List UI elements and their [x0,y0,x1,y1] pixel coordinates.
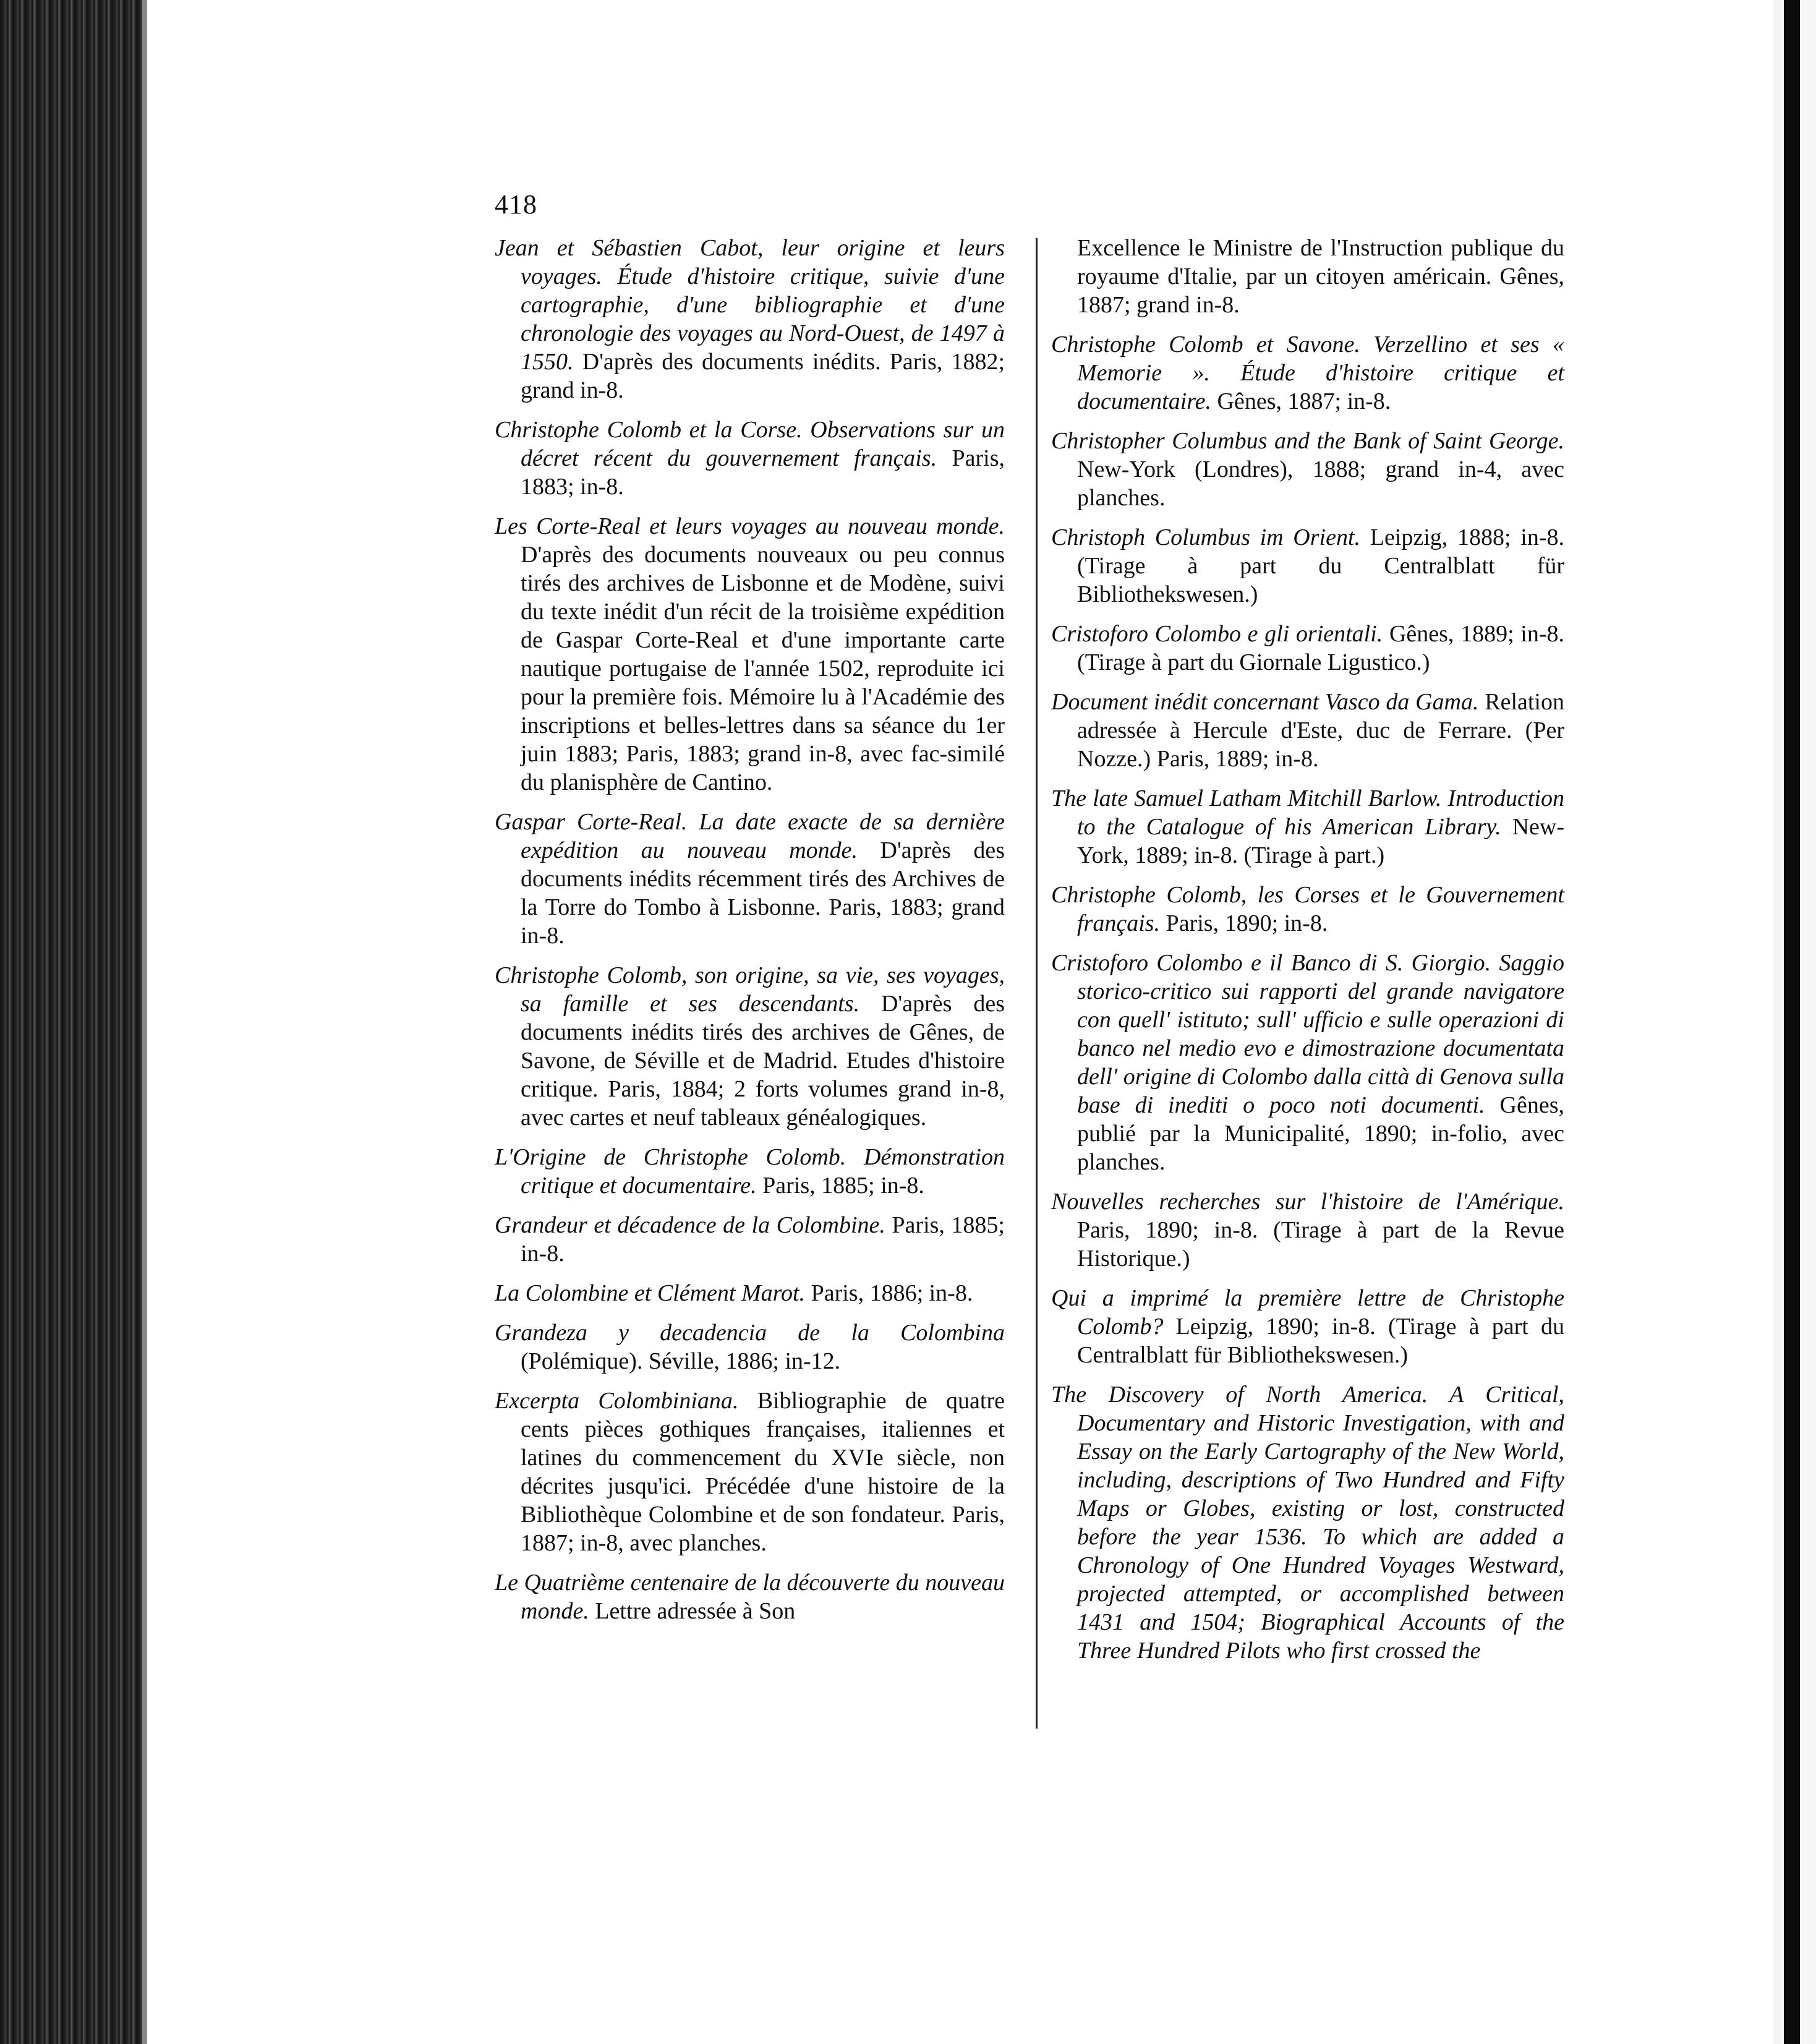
entry-details: Gênes, publié par la Municipalité, 1890; in-folio, avec planches. [1077,1092,1564,1175]
entry-details: D'après des documents nouveaux ou peu connus tirés des archives de Lisbonne et de Modène, suivi du texte inédit d'un récit de la troisième expédition de Gaspar Corte-Real et d'une importante carte nautique portugaise de l'année 1502, reproduite ici pour la première fois. Mémoire lu à l'Académie des inscriptions et belles-lettres dans sa séance du 1er juin 1883; Paris, 1883; grand in-8, avec fac-similé du planisphère de Cantino. [521,542,1005,795]
page-number: 418 [495,189,537,220]
bibliography-entry [495,1387,1005,1557]
entry-title: Christophe Colomb et la Corse. Observations sur un décret récent du gouvernement français. [495,417,1005,471]
entry-title: Jean et Sébastien Cabot, leur origine et leurs voyages. Étude d'histoire critique, suivie d'une cartographie, d'une bibliographie et d'une chronologie des voyages au Nord-Ouest, de 1497 à 1550. [495,235,1005,375]
entry-title: L'Origine de Christophe Colomb. Démonstration critique et documentaire. [495,1144,1005,1199]
entry-details: Paris, 1883; in-8. [521,445,1005,500]
entry-title: Christoph Columbus im Orient. [1051,524,1361,550]
entry-details: Relation adressée à Hercule d'Este, duc de Ferrare. (Per Nozze.) Paris, 1889; in-8. [1077,689,1564,772]
entry-details: Lettre adressée à Son [589,1598,796,1624]
right-column [1051,234,1564,1676]
bibliography-entry [1051,427,1564,512]
entry-title: The late Samuel Latham Mitchill Barlow. Introduction to the Catalogue of his American Library. [1051,785,1564,840]
entry-details: Paris, 1890; in-8. (Tirage à part de la Revue Historique.) [1077,1217,1564,1272]
bibliography-entry [1051,688,1564,773]
bibliography-entry [495,1211,1005,1268]
entry-title: Grandeza y decadencia de la Colombina [495,1320,1005,1346]
entry-details: New-York, 1889; in-8. (Tirage à part.) [1077,814,1564,868]
bibliography-entry [495,234,1005,404]
left-column [495,234,1005,1636]
entry-title: Le Quatrième centenaire de la découverte du nouveau monde. [495,1570,1005,1624]
bibliography-entry [1051,330,1564,416]
column-divider [1036,238,1038,1729]
page-right-edge [1773,0,1816,2044]
entry-title: Cristoforo Colombo e il Banco di S. Giorgio. Saggio storico-critico sui rapporti del grande navigatore con quell' istituto; sull' ufficio e sulle operazioni di banco nel medio evo e dimostrazione documentata dell' origine di Colombo dalla città di Genova sulla base di inediti o poco noti documenti. [1051,950,1564,1118]
bibliography-entry [495,961,1005,1132]
bibliography-entry [1051,881,1564,938]
entry-title: Qui a imprimé la première lettre de Christophe Colomb? [1051,1285,1564,1340]
bibliography-entry [495,416,1005,501]
entry-title: Excerpta Colombiniana. [495,1388,739,1414]
entry-title: La Colombine et Clément Marot. [495,1280,806,1306]
bibliography-entry [1051,949,1564,1176]
entry-details: D'après des documents inédits récemment tirés des Archives de la Torre do Tombo à Lisbonne. Paris, 1883; grand in-8. [521,837,1005,949]
book-spine-edge [0,0,142,2044]
entry-title: Gaspar Corte-Real. La date exacte de sa dernière expédition au nouveau monde. [495,809,1005,863]
entry-details: Paris, 1885; in-8. [521,1212,1005,1267]
right-column-entries [1051,330,1564,1665]
entry-title: Christophe Colomb, son origine, sa vie, ses voyages, sa famille et ses descendants. [495,962,1005,1017]
bibliography-entry [495,512,1005,797]
entry-title: Les Corte-Real et leurs voyages au nouveau monde. [495,513,1005,539]
entry-details: Paris, 1885; in-8. [756,1173,924,1199]
continuation-text: Excellence le Ministre de l'Instruction publique du royaume d'Italie, par un citoyen américain. Gênes, 1887; grand in-8. [1077,235,1564,318]
entry-title: Christophe Colomb, les Corses et le Gouvernement français. [1051,882,1564,936]
entry-title: The Discovery of North America. A Critical, Documentary and Historic Investigation, with and Essay on the Early Cartography of the New World, including, descriptions of Two Hundred and Fifty Maps or Globes, existing or lost, constructed before the year 1536. To which are added a Chronology of One Hundred Voyages Westward, projected attempted, or accomplished between 1431 and 1504; Biographical Accounts of the Three Hundred Pilots who first crossed the [1051,1382,1564,1664]
entry-details: Leipzig, 1888; in-8. (Tirage à part du Centralblatt für Bibliothekswesen.) [1077,524,1564,607]
bibliography-entry [495,808,1005,950]
entry-title: Nouvelles recherches sur l'histoire de l'Amérique. [1051,1189,1564,1215]
bibliography-entry [495,1319,1005,1375]
bibliography-entry [1051,620,1564,677]
bibliography-entry [495,1143,1005,1200]
bibliography-entry [1051,1284,1564,1369]
entry-details: Paris, 1890; in-8. [1160,910,1328,936]
entry-details: Leipzig, 1890; in-8. (Tirage à part du Centralblatt für Bibliothekswesen.) [1077,1314,1564,1368]
bibliography-entry [1051,1187,1564,1273]
entry-title: Cristoforo Colombo e gli orientali. [1051,621,1383,647]
entry-details: D'après des documents inédits tirés des archives de Gênes, de Savone, de Séville et de Madrid. Etudes d'histoire critique. Paris, 1884; 2 forts volumes grand in-8, avec cartes et neuf tableaux généalogiques. [521,991,1005,1131]
entry-details: Gênes, 1887; in-8. [1211,388,1391,414]
entry-title: Grandeur et décadence de la Colombine. [495,1212,885,1238]
entry-details: Paris, 1886; in-8. [805,1280,973,1306]
entry-details: New-York (Londres), 1888; grand in-4, avec planches. [1077,456,1564,511]
bibliography-entry [1051,523,1564,609]
entry-details: Bibliographie de quatre cents pièces gothiques françaises, italiennes et latines du commencement du XVIe siècle, non décrites jusqu'ici. Précédée d'une histoire de la Bibliothèque Colombine et de son fondateur. Paris, 1887; in-8, avec planches. [521,1388,1005,1556]
bibliography-entry [495,1568,1005,1625]
entry-title: Document inédit concernant Vasco da Gama. [1051,689,1479,715]
bibliography-entry [1051,784,1564,870]
bibliography-entry [495,1279,1005,1307]
entry-details: D'après des documents inédits. Paris, 1882; grand in-8. [521,349,1005,403]
entry-details: (Polémique). Séville, 1886; in-12. [521,1348,841,1374]
entry-title: Christophe Colomb et Savone. Verzellino et ses « Memorie ». Étude d'histoire critique et documentaire. [1051,331,1564,414]
entry-title: Christopher Columbus and the Bank of Saint George. [1051,428,1564,454]
entry-details: Gênes, 1889; in-8. (Tirage à part du Giornale Ligustico.) [1077,621,1565,675]
bibliography-entry [1051,1380,1564,1665]
